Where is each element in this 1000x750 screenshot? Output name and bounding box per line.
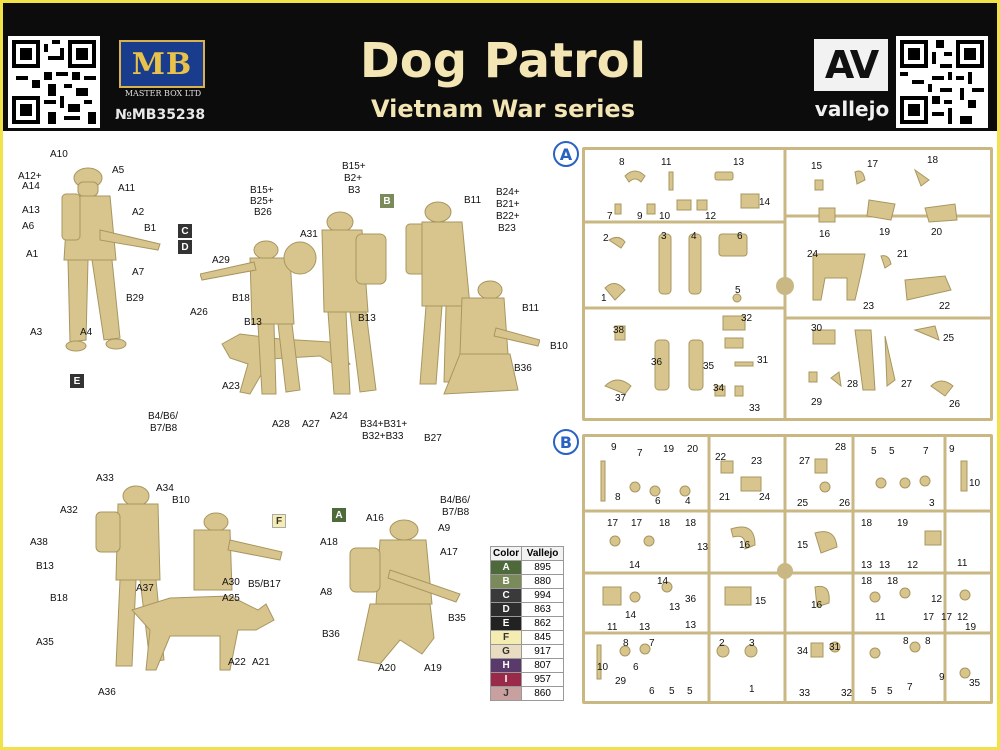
qr-code-icon[interactable] — [8, 36, 100, 128]
part-label: B22+ — [496, 211, 520, 222]
color-table-row — [491, 589, 564, 603]
part-label: B10 — [172, 495, 190, 506]
color-badge: E — [70, 374, 84, 388]
part-label: A8 — [320, 587, 333, 598]
sprue-number: 1 — [601, 293, 607, 304]
sprue-number: 6 — [737, 231, 743, 242]
sprue-number: 26 — [839, 498, 851, 509]
color-swatch: C — [491, 589, 522, 603]
part-label: A21 — [252, 657, 270, 668]
sprue-number: 5 — [887, 686, 893, 697]
sprue-number: 5 — [687, 686, 693, 697]
sprue-number: 16 — [811, 600, 823, 611]
sprue-number: 20 — [931, 227, 943, 238]
color-swatch: I — [491, 673, 522, 687]
part-label: A4 — [80, 327, 93, 338]
part-label: B34+B31+ — [360, 419, 408, 430]
part-label: A35 — [36, 637, 54, 648]
part-label: B36 — [322, 629, 340, 640]
sprue-number: 15 — [755, 596, 767, 607]
vallejo-code: 880 — [522, 575, 564, 589]
sprue-number: 14 — [657, 576, 669, 587]
sprue-number: 7 — [649, 638, 655, 649]
part-label: B10 — [550, 341, 568, 352]
color-table-row — [491, 575, 564, 589]
vallejo-logo: AV — [814, 39, 888, 91]
vallejo-code: 895 — [522, 561, 564, 575]
part-label: A36 — [98, 687, 116, 698]
part-label: B2+ — [344, 173, 363, 184]
sprue-number: 7 — [637, 448, 643, 459]
sprue-number: 3 — [929, 498, 935, 509]
sprue-number: 5 — [871, 446, 877, 457]
part-label: A18 — [320, 537, 338, 548]
sprue-number: 13 — [639, 622, 651, 633]
part-label: B36 — [514, 363, 532, 374]
sprue-number: 13 — [861, 560, 873, 571]
sprue-number: 12 — [705, 211, 717, 222]
part-label: A13 — [22, 205, 40, 216]
part-label: B1 — [144, 223, 157, 234]
sprue-number: 2 — [603, 233, 609, 244]
part-label: B13 — [36, 561, 54, 572]
color-swatch: F — [491, 631, 522, 645]
vallejo-code: 863 — [522, 603, 564, 617]
sprue-number: 28 — [847, 379, 859, 390]
sprue-number: 12 — [907, 560, 919, 571]
sprue-number: 13 — [669, 602, 681, 613]
sprue-number: 19 — [879, 227, 891, 238]
part-label: A14 — [22, 181, 40, 192]
color-table-row — [491, 673, 564, 687]
sprue-a-tag: A — [553, 141, 579, 167]
sprue-number: 31 — [757, 355, 769, 366]
part-label: A10 — [50, 149, 68, 160]
sprue-b-parts — [585, 437, 990, 701]
color-badge: D — [178, 240, 192, 254]
standing-soldier-figure — [40, 160, 170, 370]
part-label: B4/B6/ — [440, 495, 471, 506]
part-label: A20 — [378, 663, 396, 674]
color-table-row — [491, 659, 564, 673]
sprue-number: 27 — [901, 379, 913, 390]
sprue-number: 10 — [969, 478, 981, 489]
part-label: A11 — [118, 183, 136, 194]
sprue-number: 19 — [897, 518, 909, 529]
color-table-row — [491, 687, 564, 701]
kit-title: Dog Patrol — [359, 33, 647, 89]
part-label: A25 — [222, 593, 240, 604]
sprue-number: 32 — [841, 688, 853, 699]
sprue-number: 5 — [669, 686, 675, 697]
sprue-number: 13 — [879, 560, 891, 571]
part-label: B25+ — [250, 196, 274, 207]
sprue-number: 6 — [655, 496, 661, 507]
master-box-name: MASTER BOX LTD — [124, 89, 202, 98]
part-label: B11 — [464, 195, 482, 206]
sprue-number: 11 — [607, 622, 618, 633]
vallejo-code: 994 — [522, 589, 564, 603]
sprue-number: 18 — [887, 576, 899, 587]
sprue-number: 3 — [749, 638, 755, 649]
sprue-number: 7 — [923, 446, 929, 457]
sprue-number: 25 — [943, 333, 955, 344]
part-label: B11 — [522, 303, 540, 314]
part-label: B15+ — [250, 185, 274, 196]
part-label: A9 — [438, 523, 451, 534]
part-label: A23 — [222, 381, 240, 392]
part-label: A2 — [132, 207, 145, 218]
sprue-number: 13 — [697, 542, 709, 553]
sprue-number: 8 — [623, 638, 629, 649]
sprue-number: 8 — [619, 157, 625, 168]
color-table-row — [491, 645, 564, 659]
sprue-number: 12 — [957, 612, 969, 623]
part-label: A16 — [366, 513, 384, 524]
sprue-number: 34 — [713, 383, 725, 394]
sprue-a-frame — [582, 147, 993, 421]
sprue-number: 8 — [925, 636, 931, 647]
part-label: A28 — [272, 419, 290, 430]
color-swatch: H — [491, 659, 522, 673]
part-label: A29 — [212, 255, 230, 266]
sprue-number: 17 — [631, 518, 643, 529]
sprue-number: 5 — [735, 285, 741, 296]
sprue-number: 14 — [625, 610, 637, 621]
sprue-number: 13 — [733, 157, 745, 168]
part-label: B32+B33 — [362, 431, 404, 442]
sprue-number: 18 — [685, 518, 697, 529]
sprue-number: 7 — [607, 211, 613, 222]
part-label: A3 — [30, 327, 43, 338]
sprue-number: 34 — [797, 646, 809, 657]
kit-subtitle: Vietnam War series — [371, 95, 635, 123]
vallejo-code: 860 — [522, 687, 564, 701]
sprue-number: 27 — [799, 456, 811, 467]
color-swatch: J — [491, 687, 522, 701]
header-bar — [3, 3, 997, 131]
vallejo-code: 862 — [522, 617, 564, 631]
patrol-group-figure — [200, 194, 540, 414]
part-label: A7 — [132, 267, 145, 278]
sprue-number: 36 — [651, 357, 663, 368]
kit-number: №MB35238 — [115, 107, 206, 123]
sprue-a-parts — [585, 150, 990, 418]
sprue-number: 6 — [649, 686, 655, 697]
part-label: A22 — [228, 657, 246, 668]
color-swatch: E — [491, 617, 522, 631]
part-label: A38 — [30, 537, 48, 548]
color-badge: C — [178, 224, 192, 238]
sprue-number: 16 — [819, 229, 831, 240]
sprue-number: 14 — [629, 560, 641, 571]
sprue-number: 8 — [615, 492, 621, 503]
sprue-number: 21 — [719, 492, 731, 503]
sprue-number: 23 — [751, 456, 763, 467]
part-label: A32 — [60, 505, 78, 516]
vallejo-code: 845 — [522, 631, 564, 645]
part-label: B27 — [424, 433, 442, 444]
sprue-number: 33 — [799, 688, 811, 699]
color-table — [490, 546, 564, 701]
figure-assembly-area — [0, 134, 568, 750]
part-label: B18 — [50, 593, 68, 604]
part-label: A19 — [424, 663, 442, 674]
sprue-b-tag: B — [553, 429, 579, 455]
part-label: A24 — [330, 411, 348, 422]
part-label: A6 — [22, 221, 35, 232]
part-label: A37 — [136, 583, 154, 594]
sprue-number: 20 — [687, 444, 699, 455]
part-label: B3 — [348, 185, 361, 196]
sprue-number: 32 — [741, 313, 753, 324]
sprue-number: 9 — [637, 211, 643, 222]
part-label: B21+ — [496, 199, 520, 210]
sprue-number: 26 — [949, 399, 961, 410]
sprue-number: 21 — [897, 249, 909, 260]
master-box-logo: MB — [119, 40, 205, 88]
sprue-number: 16 — [739, 540, 751, 551]
part-label: B35 — [448, 613, 466, 624]
part-label: A5 — [112, 165, 125, 176]
sprue-number: 30 — [811, 323, 823, 334]
part-label: B4/B6/ — [148, 411, 179, 422]
color-header: Color — [491, 547, 522, 561]
sprue-number: 19 — [663, 444, 675, 455]
color-table-row — [491, 617, 564, 631]
sprue-number: 4 — [691, 231, 697, 242]
sprue-number: 18 — [927, 155, 939, 166]
part-label: B13 — [244, 317, 262, 328]
sprue-number: 25 — [797, 498, 809, 509]
part-label: B7/B8 — [150, 423, 178, 434]
sprue-number: 22 — [715, 452, 727, 463]
sprue-number: 17 — [923, 612, 935, 623]
sprue-number: 18 — [659, 518, 671, 529]
vallejo-code: 917 — [522, 645, 564, 659]
part-label: A26 — [190, 307, 208, 318]
part-label: B15+ — [342, 161, 366, 172]
color-swatch: A — [491, 561, 522, 575]
sprue-number: 19 — [965, 622, 977, 633]
sprue-number: 9 — [939, 672, 945, 683]
sprue-number: 18 — [861, 518, 873, 529]
sprue-number: 33 — [749, 403, 761, 414]
sprue-number: 10 — [597, 662, 609, 673]
vallejo-code: 807 — [522, 659, 564, 673]
sprue-number: 22 — [939, 301, 951, 312]
vallejo-name: vallejo — [814, 97, 890, 121]
sprue-number: 11 — [875, 612, 886, 623]
color-table-row — [491, 631, 564, 645]
part-label: B13 — [358, 313, 376, 324]
part-label: B29 — [126, 293, 144, 304]
sprue-number: 9 — [949, 444, 955, 455]
color-table-row — [491, 561, 564, 575]
kneeling-soldier-figure — [330, 514, 470, 674]
part-label: B24+ — [496, 187, 520, 198]
sprue-number: 28 — [835, 442, 847, 453]
color-swatch: D — [491, 603, 522, 617]
part-label: B5/B17 — [248, 579, 281, 590]
part-label: A34 — [156, 483, 174, 494]
part-label: B23 — [498, 223, 516, 234]
part-label: B18 — [232, 293, 250, 304]
part-label: A12+ — [18, 171, 42, 182]
part-label: B26 — [254, 207, 272, 218]
sprue-number: 24 — [807, 249, 819, 260]
color-swatch: B — [491, 575, 522, 589]
part-label: A1 — [26, 249, 39, 260]
sprue-number: 7 — [907, 682, 913, 693]
sprue-number: 10 — [659, 211, 671, 222]
sprue-number: 1 — [749, 684, 755, 695]
sprue-number: 36 — [685, 594, 697, 605]
sprue-number: 6 — [633, 662, 639, 673]
sprue-number: 15 — [811, 161, 823, 172]
sprue-number: 24 — [759, 492, 771, 503]
sprue-number: 11 — [957, 558, 968, 569]
part-label: A31 — [300, 229, 318, 240]
vallejo-header: Vallejo — [522, 547, 564, 561]
sprue-number: 18 — [861, 576, 873, 587]
sprue-number: 23 — [863, 301, 875, 312]
sprue-number: 29 — [615, 676, 627, 687]
part-label: B7/B8 — [442, 507, 470, 518]
color-badge: F — [272, 514, 286, 528]
color-badge: A — [332, 508, 346, 522]
sprue-number: 5 — [889, 446, 895, 457]
sprue-b-frame — [582, 434, 993, 704]
sprue-number: 29 — [811, 397, 823, 408]
sprue-number: 11 — [661, 157, 672, 168]
sprue-number: 13 — [685, 620, 697, 631]
part-label: A33 — [96, 473, 114, 484]
sprue-number: 17 — [867, 159, 879, 170]
sprue-number: 5 — [871, 686, 877, 697]
color-badge: B — [380, 194, 394, 208]
sprue-number: 15 — [797, 540, 809, 551]
qr-code-icon[interactable] — [896, 36, 988, 128]
sprue-number: 17 — [941, 612, 953, 623]
sprue-number: 2 — [719, 638, 725, 649]
sprue-number: 38 — [613, 325, 625, 336]
sprue-number: 4 — [685, 496, 691, 507]
part-label: A27 — [302, 419, 320, 430]
sprue-number: 35 — [703, 361, 715, 372]
sprue-number: 37 — [615, 393, 627, 404]
sprue-number: 3 — [661, 231, 667, 242]
part-label: A30 — [222, 577, 240, 588]
color-table-row — [491, 603, 564, 617]
sprue-number: 17 — [607, 518, 619, 529]
sprue-number: 31 — [829, 642, 841, 653]
vallejo-code: 957 — [522, 673, 564, 687]
sprue-number: 35 — [969, 678, 981, 689]
sprue-number: 8 — [903, 636, 909, 647]
color-swatch: G — [491, 645, 522, 659]
sprue-number: 9 — [611, 442, 617, 453]
sprue-number: 12 — [931, 594, 943, 605]
sprue-number: 14 — [759, 197, 771, 208]
part-label: A17 — [440, 547, 458, 558]
